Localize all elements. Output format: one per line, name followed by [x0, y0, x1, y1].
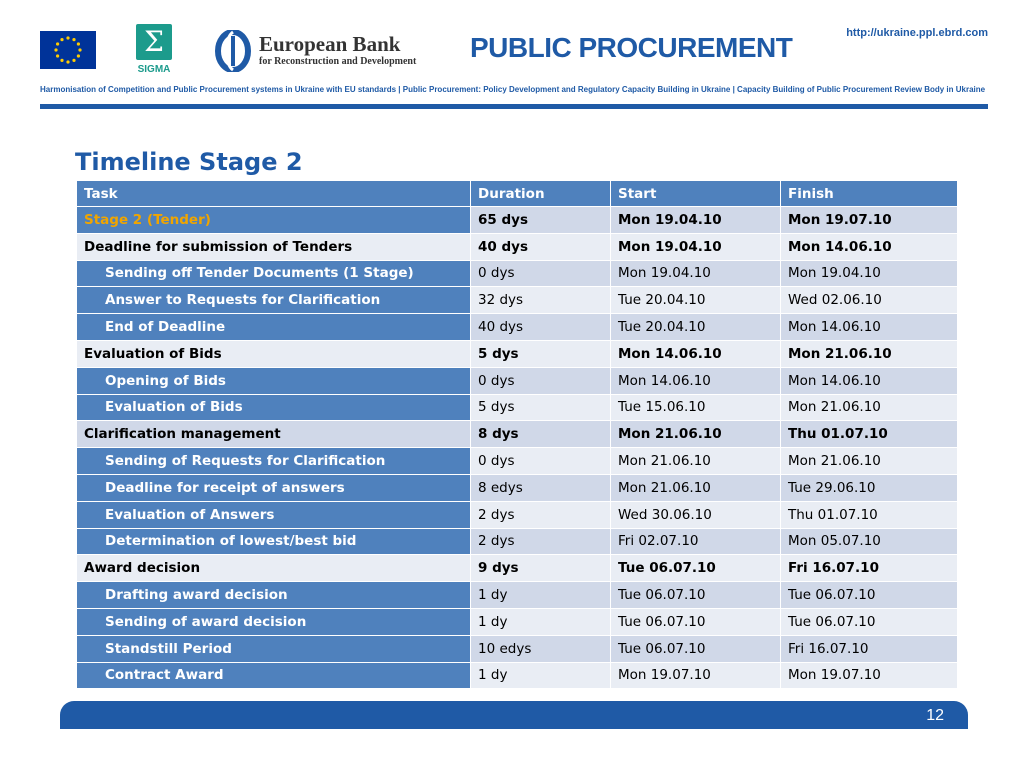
table-row	[77, 501, 958, 528]
duration-cell: 5 dys	[471, 340, 611, 367]
start-cell: Mon 19.07.10	[611, 662, 781, 689]
timeline-table	[76, 180, 958, 689]
finish-cell: Mon 05.07.10	[781, 528, 958, 555]
task-cell: Sending of Requests for Clarification	[77, 448, 471, 475]
duration-cell: 40 dys	[471, 233, 611, 260]
duration-cell: 1 dy	[471, 608, 611, 635]
column-header-finish: Finish	[781, 181, 958, 207]
start-cell: Fri 02.07.10	[611, 528, 781, 555]
duration-cell: 40 dys	[471, 314, 611, 341]
table-row	[77, 635, 958, 662]
table-row	[77, 340, 958, 367]
duration-cell: 8 edys	[471, 474, 611, 501]
table-row	[77, 233, 958, 260]
table-row	[77, 367, 958, 394]
header-divider	[40, 104, 988, 109]
start-cell: Tue 15.06.10	[611, 394, 781, 421]
duration-cell: 1 dy	[471, 662, 611, 689]
table-header-row	[77, 181, 958, 207]
start-cell: Mon 21.06.10	[611, 474, 781, 501]
table-row	[77, 662, 958, 689]
table-row	[77, 207, 958, 234]
task-cell: Contract Award	[77, 662, 471, 689]
ebrd-logo	[212, 30, 442, 72]
sigma-logo	[132, 24, 176, 78]
duration-cell: 2 dys	[471, 528, 611, 555]
task-cell: Drafting award decision	[77, 582, 471, 609]
start-cell: Tue 06.07.10	[611, 608, 781, 635]
sigma-label: SIGMA	[137, 64, 171, 75]
duration-cell: 0 dys	[471, 367, 611, 394]
task-cell: Answer to Requests for Clarification	[77, 287, 471, 314]
task-cell: Standstill Period	[77, 635, 471, 662]
header-url[interactable]: http://ukraine.ppl.ebrd.com	[846, 27, 988, 39]
table-row	[77, 260, 958, 287]
duration-cell: 5 dys	[471, 394, 611, 421]
task-cell: Determination of lowest/best bid	[77, 528, 471, 555]
table-row	[77, 394, 958, 421]
footer-bar	[60, 701, 968, 729]
eu-flag-icon	[40, 31, 96, 69]
duration-cell: 10 edys	[471, 635, 611, 662]
project-subline: Harmonisation of Competition and Public Procurement systems in Ukraine with EU standards | Public Procurement: Policy Development and Regulatory Capacity Building in Ukraine | Capacity Building of Public Procurement Review Body in Ukraine	[40, 85, 986, 94]
start-cell: Wed 30.06.10	[611, 501, 781, 528]
task-cell: Evaluation of Bids	[77, 340, 471, 367]
task-cell: Clarification management	[77, 421, 471, 448]
sigma-logo-icon: Σ	[136, 24, 172, 60]
finish-cell: Fri 16.07.10	[781, 635, 958, 662]
task-cell: Evaluation of Bids	[77, 394, 471, 421]
table-row	[77, 421, 958, 448]
finish-cell: Tue 06.07.10	[781, 608, 958, 635]
task-cell: Sending of award decision	[77, 608, 471, 635]
ebrd-name: European Bank	[259, 32, 401, 56]
finish-cell: Tue 29.06.10	[781, 474, 958, 501]
table-row	[77, 608, 958, 635]
start-cell: Mon 21.06.10	[611, 448, 781, 475]
finish-cell: Mon 14.06.10	[781, 314, 958, 341]
start-cell: Tue 06.07.10	[611, 635, 781, 662]
start-cell: Mon 14.06.10	[611, 367, 781, 394]
header-title: PUBLIC PROCUREMENT	[470, 32, 793, 63]
duration-cell: 1 dy	[471, 582, 611, 609]
table-row	[77, 314, 958, 341]
start-cell: Mon 21.06.10	[611, 421, 781, 448]
column-header-task: Task	[77, 181, 471, 207]
start-cell: Mon 14.06.10	[611, 340, 781, 367]
start-cell: Mon 19.04.10	[611, 233, 781, 260]
slide-title: Timeline Stage 2	[75, 148, 303, 176]
duration-cell: 2 dys	[471, 501, 611, 528]
start-cell: Tue 20.04.10	[611, 287, 781, 314]
table-row	[77, 582, 958, 609]
finish-cell: Mon 21.06.10	[781, 340, 958, 367]
page-number: 12	[926, 707, 944, 724]
duration-cell: 9 dys	[471, 555, 611, 582]
finish-cell: Mon 21.06.10	[781, 448, 958, 475]
start-cell: Mon 19.04.10	[611, 260, 781, 287]
finish-cell: Wed 02.06.10	[781, 287, 958, 314]
finish-cell: Mon 19.07.10	[781, 207, 958, 234]
duration-cell: 65 dys	[471, 207, 611, 234]
finish-cell: Mon 19.04.10	[781, 260, 958, 287]
start-cell: Mon 19.04.10	[611, 207, 781, 234]
duration-cell: 0 dys	[471, 260, 611, 287]
finish-cell: Mon 14.06.10	[781, 367, 958, 394]
finish-cell: Thu 01.07.10	[781, 501, 958, 528]
start-cell: Tue 06.07.10	[611, 582, 781, 609]
task-cell: Deadline for submission of Tenders	[77, 233, 471, 260]
task-cell: Stage 2 (Tender)	[77, 207, 471, 234]
task-cell: Evaluation of Answers	[77, 501, 471, 528]
finish-cell: Mon 21.06.10	[781, 394, 958, 421]
start-cell: Tue 06.07.10	[611, 555, 781, 582]
task-cell: Award decision	[77, 555, 471, 582]
start-cell: Tue 20.04.10	[611, 314, 781, 341]
task-cell: End of Deadline	[77, 314, 471, 341]
table-row	[77, 528, 958, 555]
column-header-duration: Duration	[471, 181, 611, 207]
finish-cell: Thu 01.07.10	[781, 421, 958, 448]
table-row	[77, 448, 958, 475]
ebrd-subtitle: for Reconstruction and Development	[259, 56, 417, 67]
table-row	[77, 555, 958, 582]
task-cell: Sending off Tender Documents (1 Stage)	[77, 260, 471, 287]
task-cell: Opening of Bids	[77, 367, 471, 394]
ebrd-logo-icon	[212, 30, 254, 72]
task-cell: Deadline for receipt of answers	[77, 474, 471, 501]
column-header-start: Start	[611, 181, 781, 207]
duration-cell: 0 dys	[471, 448, 611, 475]
finish-cell: Mon 14.06.10	[781, 233, 958, 260]
table-row	[77, 474, 958, 501]
table-row	[77, 287, 958, 314]
finish-cell: Fri 16.07.10	[781, 555, 958, 582]
finish-cell: Mon 19.07.10	[781, 662, 958, 689]
duration-cell: 32 dys	[471, 287, 611, 314]
finish-cell: Tue 06.07.10	[781, 582, 958, 609]
duration-cell: 8 dys	[471, 421, 611, 448]
